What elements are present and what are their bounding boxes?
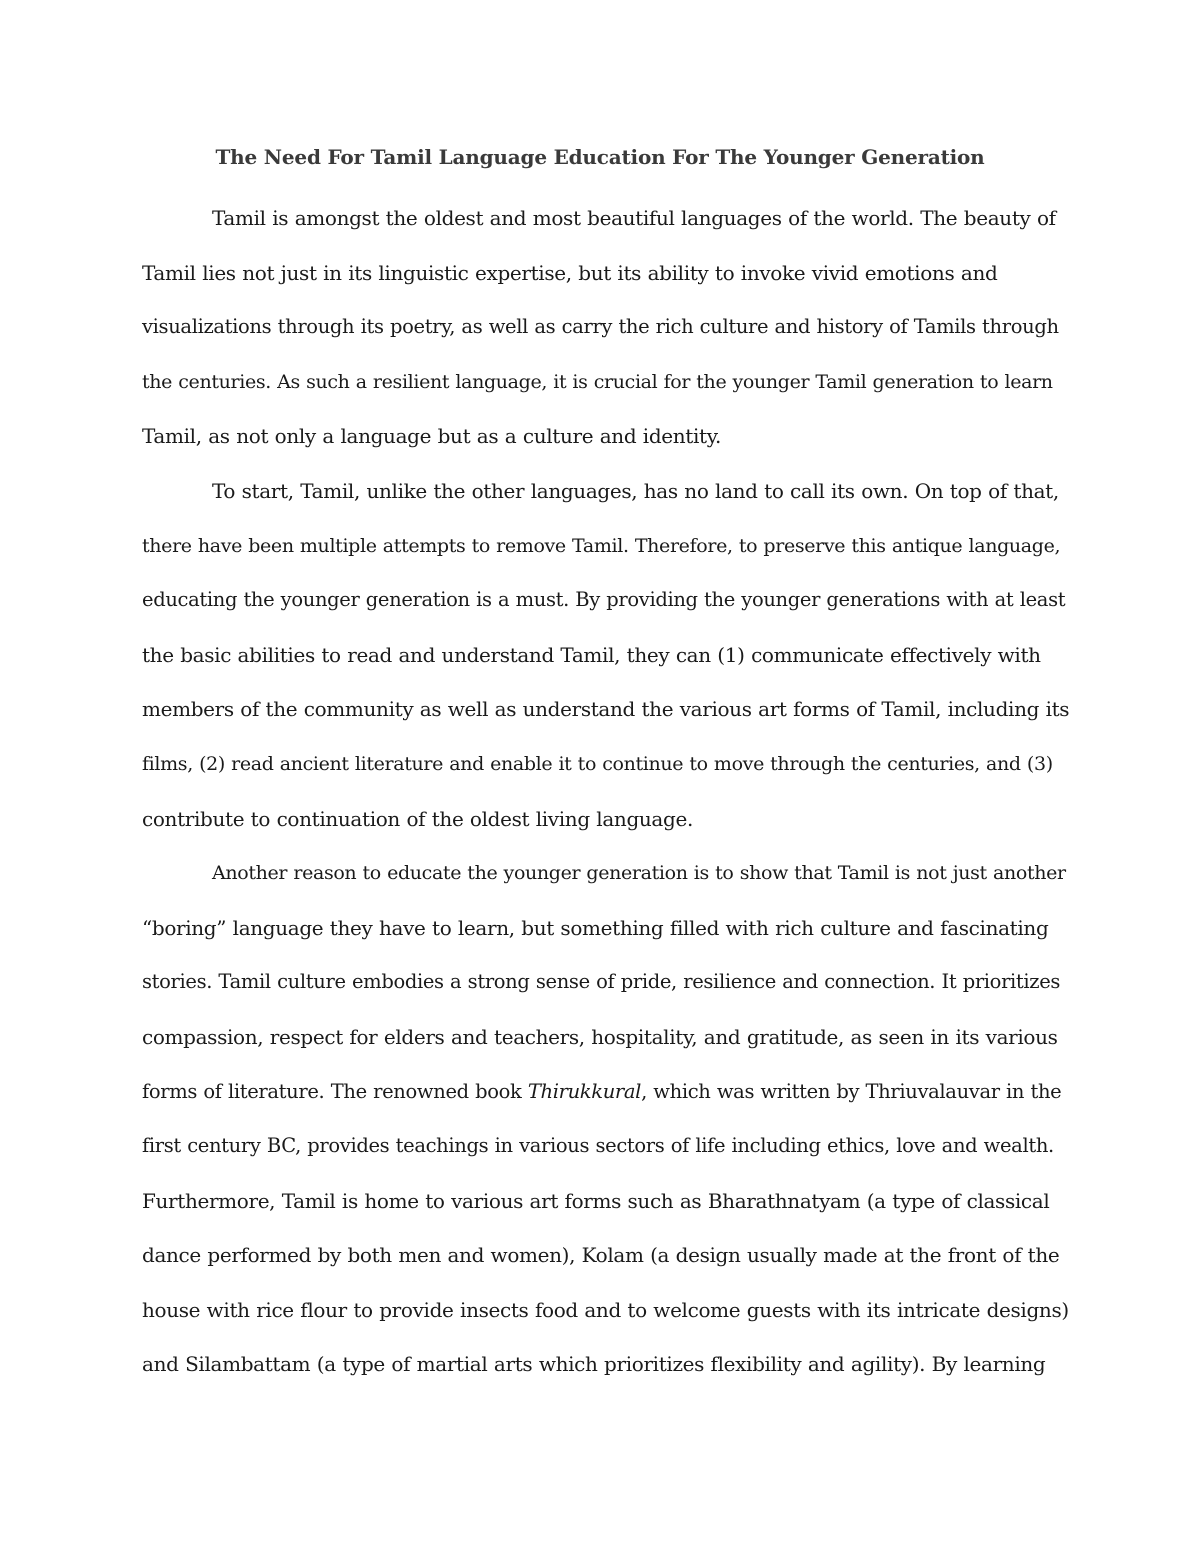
text-line: members of the community as well as understand the various art forms of Tamil, including its — [142, 697, 1070, 722]
document-body — [142, 191, 1072, 1392]
text-line: visualizations through its poetry, as well as carry the rich culture and history of Tamils through — [142, 315, 1059, 339]
text-line: first century BC, provides teachings in various sectors of life including ethics, love and wealth. — [142, 1134, 1054, 1158]
text-line: contribute to continuation of the oldest living language. — [142, 806, 693, 831]
text-line: To start, Tamil, unlike the other languages, has no land to call its own. On top of that, — [212, 478, 1059, 503]
text-line: Tamil lies not just in its linguistic expertise, but its ability to invoke vivid emotions and — [142, 260, 998, 285]
document-title: The Need For Tamil Language Education For The Younger Generation — [215, 145, 985, 169]
text-line: stories. Tamil culture embodies a strong sense of pride, resilience and connection. It prioritizes — [142, 970, 1061, 994]
text-line: “boring” language they have to learn, but something filled with rich culture and fascinating — [142, 915, 1049, 940]
text-line: there have been multiple attempts to remove Tamil. Therefore, to preserve this antique language, — [142, 534, 1061, 557]
text-line: educating the younger generation is a must. By providing the younger generations with at least — [142, 588, 1066, 612]
text-line: house with rice flour to provide insects food and to welcome guests with its intricate designs) — [142, 1297, 1069, 1322]
book-title-italic: Thirukkural — [527, 1079, 642, 1103]
text-line: Another reason to educate the younger generation is to show that Tamil is not just another — [212, 862, 1066, 885]
text-line: Furthermore, Tamil is home to various art forms such as Bharathnatyam (a type of classical — [142, 1188, 1050, 1213]
text-line: films, (2) read ancient literature and enable it to continue to move through the centuries, and (3) — [142, 752, 1053, 775]
text-segment: , which was written by Thriuvalauvar in the — [641, 1079, 1062, 1103]
text-line: the centuries. As such a resilient language, it is crucial for the younger Tamil generation to learn — [142, 370, 1053, 393]
text-line: dance performed by both men and women), Kolam (a design usually made at the front of the — [142, 1243, 1060, 1268]
text-segment: forms of literature. The renowned book — [142, 1079, 528, 1103]
text-line: Tamil is amongst the oldest and most beautiful languages of the world. The beauty of — [212, 206, 1056, 230]
text-line: and Silambattam (a type of martial arts which prioritizes flexibility and agility). By learning — [142, 1352, 1046, 1377]
text-line: compassion, respect for elders and teachers, hospitality, and gratitude, as seen in its various — [142, 1024, 1058, 1049]
text-line-with-book-title — [142, 1065, 1072, 1120]
text-line: Tamil, as not only a language but as a culture and identity. — [142, 424, 722, 449]
text-line: the basic abilities to read and understand Tamil, they can (1) communicate effectively with — [142, 642, 1041, 667]
